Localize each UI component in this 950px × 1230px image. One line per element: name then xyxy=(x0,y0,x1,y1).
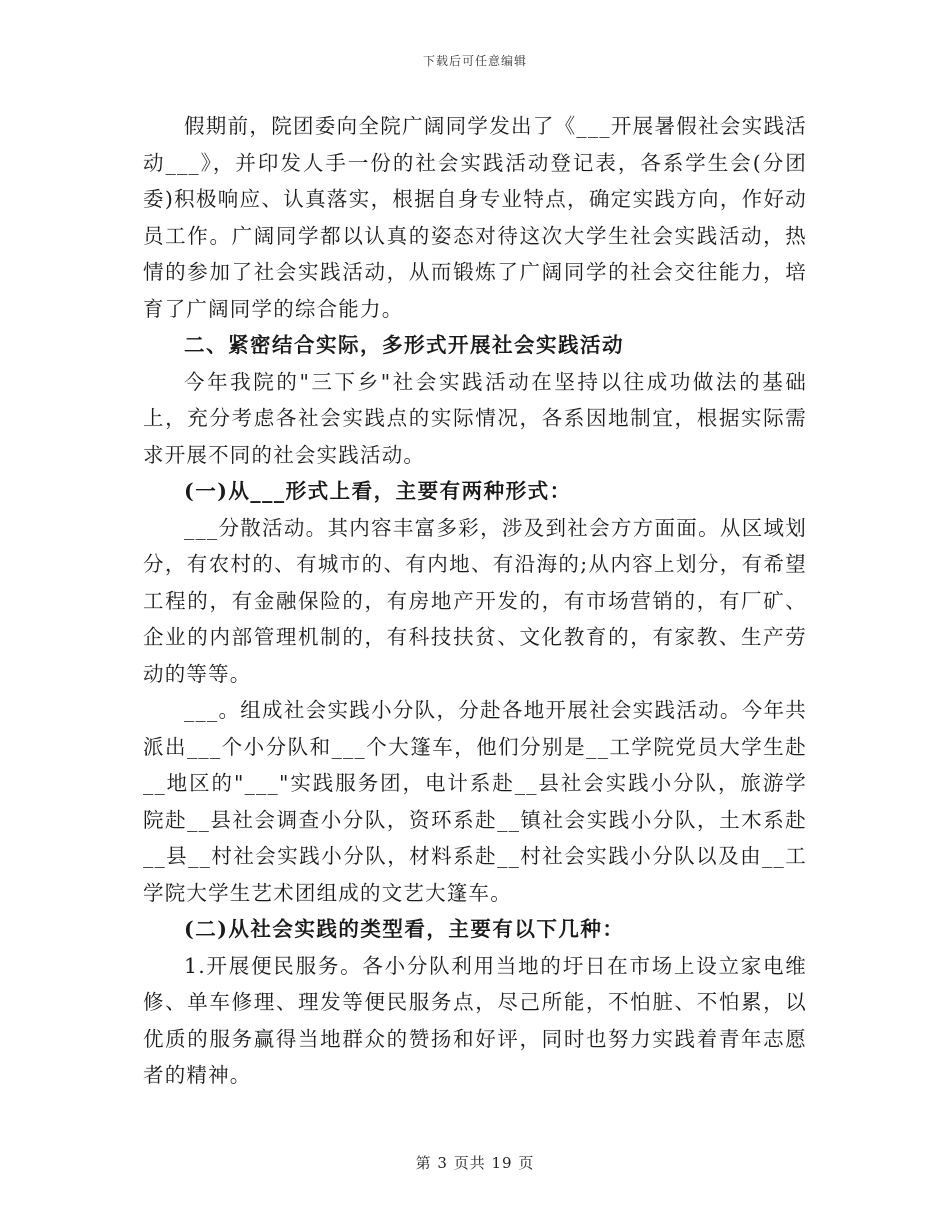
page-header: 下载后可任意编辑 xyxy=(422,54,527,68)
subsection-heading-1: (一)从___形式上看，主要有两种形式： xyxy=(184,479,572,503)
document-body xyxy=(143,108,807,1094)
paragraph-convenience-service: 1.开展便民服务。各小分队利用当地的圩日在市场上设立家电维修、单车修理、理发等便民服务点，尽己所能，不怕脏、不怕累，以优质的服务赢得当地群众的赞扬和好评，同时也努力实践着青年志愿者的精神。 xyxy=(143,953,807,1087)
paragraph-scattered-activities: ___分散活动。其内容丰富多彩，涉及到社会方方面面。从区域划分，有农村的、有城市的、有内地、有沿海的;从内容上划分，有希望工程的，有金融保险的，有房地产开发的，有市场营销的，有厂矿、企业的内部管理机制的，有科技扶贫、文化教育的，有家教、生产劳动的等等。 xyxy=(143,515,807,686)
paragraph-section-2-intro: 今年我院的"三下乡"社会实践活动在坚持以往成功做法的基础上，充分考虑各社会实践点的实际情况，各系因地制宜，根据实际需求开展不同的社会实践活动。 xyxy=(143,369,807,467)
paragraph-team-activities: ___。组成社会实践小分队，分赴各地开展社会实践活动。今年共派出___个小分队和___个大篷车，他们分别是__工学院党员大学生赴__地区的"___"实践服务团，电计系赴__县社会实践小分队，旅游学院赴__县社会调查小分队，资环系赴__镇社会实践小分队，土木系赴__县__村社会实践小分队，材料系赴__村社会实践小分队以及由__工学院大学生艺术团组成的文艺大篷车。 xyxy=(143,698,807,905)
paragraph-intro: 假期前，院团委向全院广阔同学发出了《___开展暑假社会实践活动___》，并印发人手一份的社会实践活动登记表，各系学生会(分团委)积极响应、认真落实，根据自身专业特点，确定实践方向，作好动员工作。广阔同学都以认真的姿态对待这次大学生社会实践活动，热情的参加了社会实践活动，从而锻炼了广阔同学的社会交往能力，培育了广阔同学的综合能力。 xyxy=(143,114,807,321)
section-heading-2: 二、紧密结合实际，多形式开展社会实践活动 xyxy=(184,333,624,357)
subsection-heading-2: (二)从社会实践的类型看，主要有以下几种： xyxy=(184,917,625,941)
page-footer: 第 3 页共 19 页 xyxy=(415,1154,535,1172)
